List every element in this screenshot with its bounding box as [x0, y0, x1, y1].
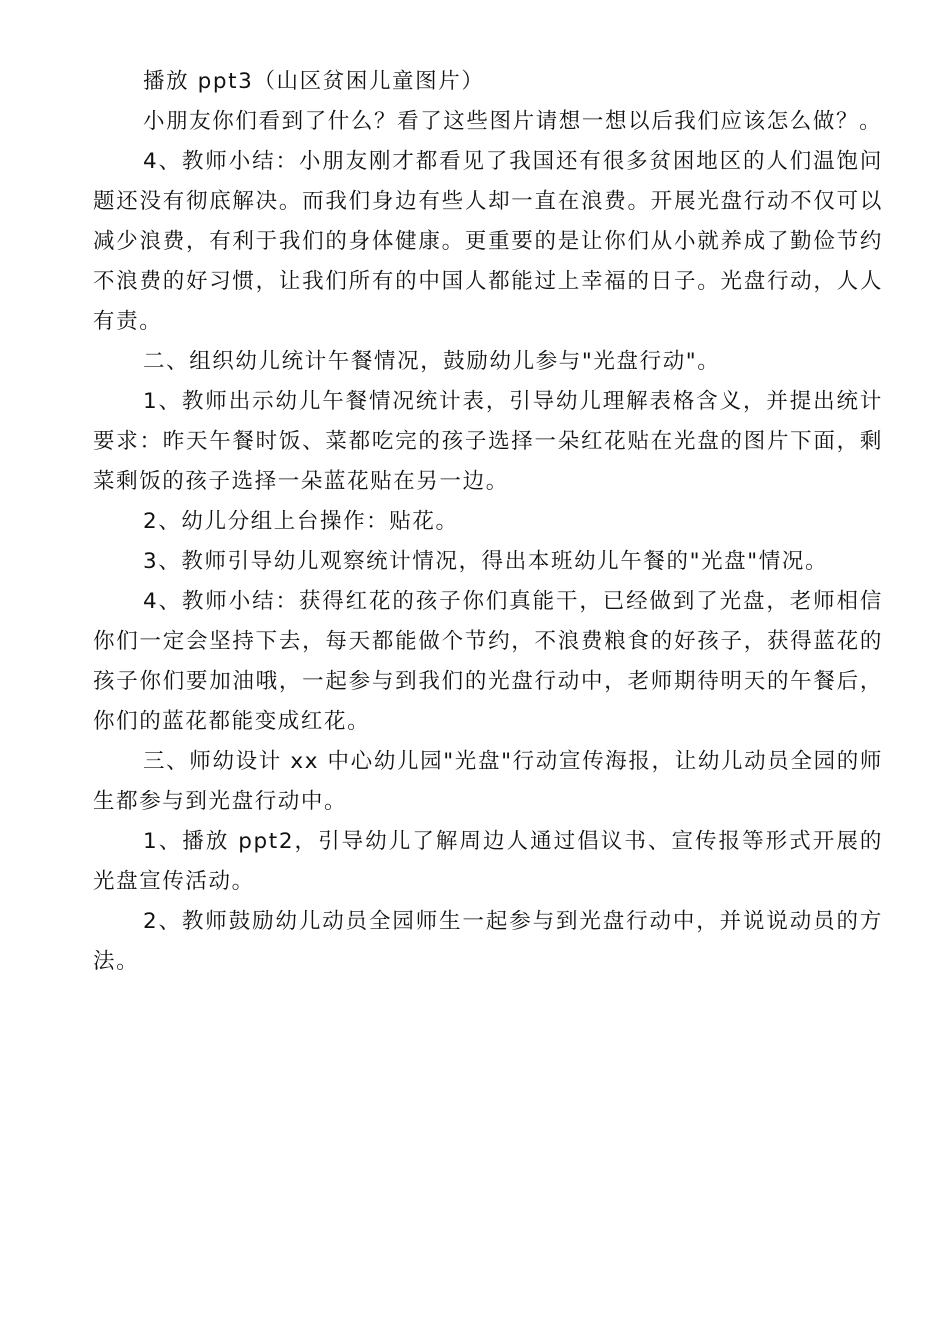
paragraph-section-two-heading: 二、组织幼儿统计午餐情况，鼓励幼儿参与"光盘行动"。	[143, 349, 721, 374]
paragraph-play-ppt3: 播放 ppt3（山区贫困儿童图片）	[143, 69, 485, 94]
paragraph-teacher-summary-1: 4、教师小结：小朋友刚才都看见了我国还有很多贫困地区的人们温饱问题还没有彻底解决。而我们身边有些人却一直在浪费。开展光盘行动不仅可以减少浪费，有利于我们的身体健康。更重要的是让你们从小就养成了勤俭节约不浪费的好习惯，让我们所有的中国人都能过上幸福的日子。光盘行动，人人有责。	[93, 149, 883, 334]
paragraph-question: 小朋友你们看到了什么？看了这些图片请想一想以后我们应该怎么做？。	[143, 109, 883, 134]
paragraph-group-operation: 2、幼儿分组上台操作：贴花。	[143, 509, 459, 534]
paragraph-section-three-heading: 三、师幼设计 xx 中心幼儿园"光盘"行动宣传海报，让幼儿动员全园的师生都参与到光盘行动中。	[93, 749, 883, 814]
paragraph-teacher-summary-2: 4、教师小结：获得红花的孩子你们真能干，已经做到了光盘，老师相信你们一定会坚持下去，每天都能做个节约，不浪费粮食的好孩子，获得蓝花的孩子你们要加油哦，一起参与到我们的光盘行动中，老师期待明天的午餐后，你们的蓝花都能变成红花。	[93, 589, 883, 734]
paragraph-play-ppt2: 1、播放 ppt2，引导幼儿了解周边人通过倡议书、宣传报等形式开展的光盘宣传活动。	[93, 829, 883, 894]
paragraph-observe-statistics: 3、教师引导幼儿观察统计情况，得出本班幼儿午餐的"光盘"情况。	[143, 549, 829, 574]
document-page	[93, 62, 883, 982]
paragraph-show-statistics-table: 1、教师出示幼儿午餐情况统计表，引导幼儿理解表格含义，并提出统计要求：昨天午餐时饭、菜都吃完的孩子选择一朵红花贴在光盘的图片下面，剩菜剩饭的孩子选择一朵蓝花贴在另一边。	[93, 389, 883, 494]
paragraph-mobilize-methods: 2、教师鼓励幼儿动员全园师生一起参与到光盘行动中，并说说动员的方法。	[93, 909, 883, 974]
